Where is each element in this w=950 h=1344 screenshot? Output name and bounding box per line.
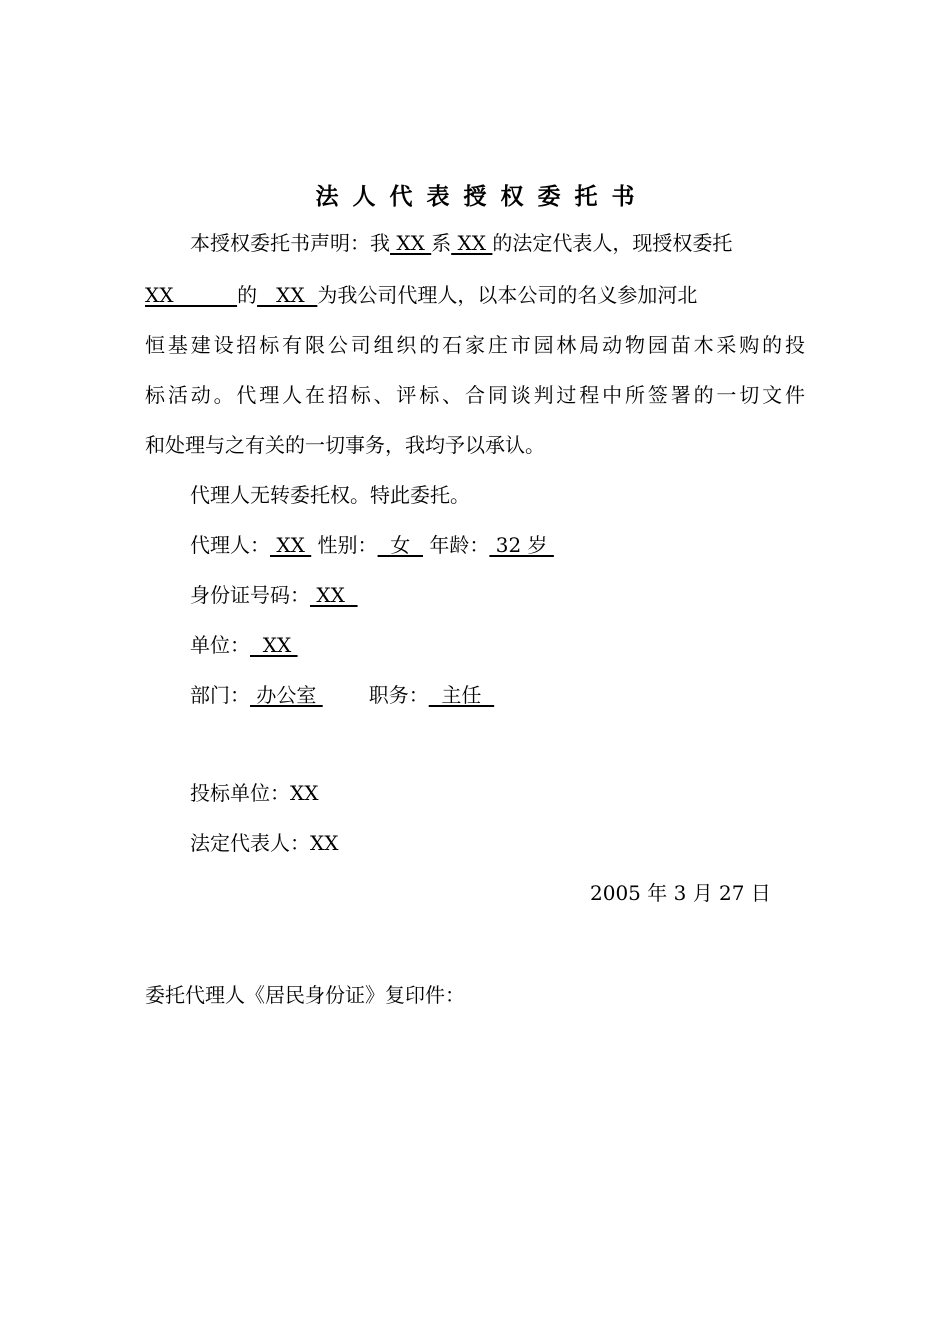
agent-name-field: XX — [257, 283, 318, 307]
age-label: 年龄： — [423, 533, 490, 557]
gender-value: 女 — [377, 533, 423, 557]
id-number-line — [190, 581, 358, 609]
statement-text: 的法定代表人，现授权委托 — [492, 231, 733, 255]
principal-name-field: XX — [390, 231, 432, 255]
position-value: 主任 — [428, 683, 495, 707]
agent-value: XX — [270, 533, 312, 557]
statement-line-1 — [190, 229, 732, 257]
unit-label: 单位： — [190, 633, 250, 657]
department-label: 部门： — [190, 683, 250, 707]
statement-text: 的 — [237, 283, 258, 307]
age-value: 32 岁 — [489, 533, 554, 557]
id-copy-attachment-line: 委托代理人《居民身份证》复印件： — [145, 983, 465, 1007]
statement-line-5: 和处理与之有关的一切事务，我均予以承认。 — [145, 433, 545, 457]
unit-value: XX — [250, 633, 298, 657]
statement-line-4: 标活动。代理人在招标、评标、合同谈判过程中所签署的一切文件 — [145, 383, 805, 407]
statement-text: 本授权委托书声明：我 — [190, 231, 390, 255]
agent-company-field: XX — [145, 283, 238, 307]
id-label: 身份证号码： — [190, 583, 310, 607]
no-subdelegation-line: 代理人无转委托权。特此委托。 — [190, 483, 470, 507]
department-line — [190, 681, 494, 709]
statement-line-2 — [145, 281, 697, 309]
bidder-line: 投标单位：XX — [190, 781, 319, 805]
department-value: 办公室 — [250, 683, 323, 707]
signing-date: 2005 年 3 月 27 日 — [590, 881, 771, 905]
agent-info-line — [190, 531, 554, 559]
id-value: XX — [310, 583, 358, 607]
statement-text: 系 — [431, 231, 452, 255]
unit-line — [190, 631, 298, 659]
page-title: 法人代表授权委托书 — [315, 184, 649, 210]
agent-label: 代理人： — [190, 533, 270, 557]
statement-line-3: 恒基建设招标有限公司组织的石家庄市园林局动物园苗木采购的投 — [145, 333, 805, 357]
legal-rep-line: 法定代表人：XX — [190, 831, 339, 855]
company-name-field: XX — [451, 231, 493, 255]
gender-label: 性别： — [311, 533, 378, 557]
position-label: 职务： — [368, 683, 429, 707]
statement-text: 为我公司代理人，以本公司的名义参加河北 — [317, 283, 698, 307]
